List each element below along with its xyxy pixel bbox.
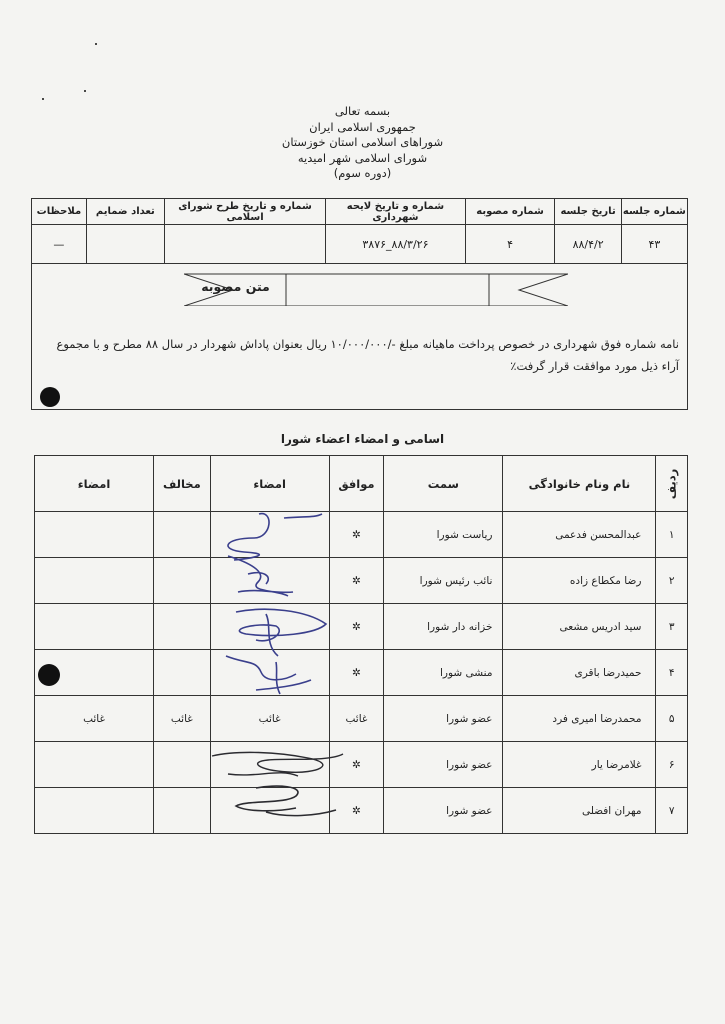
header-agree: موافق [329, 456, 384, 512]
header-position: سمت [384, 456, 503, 512]
header-name: نام ونام خانوادگی [503, 456, 656, 512]
document-heading [0, 104, 725, 182]
members-header-row [35, 456, 688, 512]
header-row-number: ردیف [656, 456, 688, 512]
signature-4 [216, 650, 326, 700]
table-row: ۶ غلامرضا یار عضو شورا ✲ [35, 742, 688, 788]
header-municipal-bill: شماره و تاریخ لایحه شهرداری [326, 199, 465, 225]
resolution-number: ۴ [465, 225, 555, 264]
basmala: بسمه تعالی [334, 104, 391, 118]
members-table [34, 455, 688, 834]
session-date: ۸۸/۴/۲ [555, 225, 621, 264]
members-title: اسامی و امضاء اعضاء شورا [280, 432, 445, 446]
table-row: ۳ سید ادریس مشعی خزانه دار شورا ✲ [35, 604, 688, 650]
table-row: ۵ محمدرضا امیری فرد عضو شورا غائب غائب غائب غائب [35, 696, 688, 742]
table-row: ۲ رضا مکطاع زاده نائب رئیس شورا ✲ [35, 558, 688, 604]
resolution-title: متن مصوبه [201, 279, 270, 294]
header-signature: امضاء [210, 456, 329, 512]
signature-2 [218, 552, 328, 602]
council-plan [164, 225, 325, 264]
table-row: ۱ عبدالمحسن فدعمی ریاست شورا ✲ [35, 512, 688, 558]
header-session-date: تاریخ جلسه [555, 199, 621, 225]
header-oppose: مخالف [154, 456, 211, 512]
header-session-number: شماره جلسه [621, 199, 687, 225]
provincial-council: شوراهای اسلامی استان خوزستان [281, 135, 444, 149]
council-term: (دوره سوم) [333, 166, 392, 180]
resolution-box [31, 263, 688, 410]
speck [95, 43, 97, 45]
signature-6 [208, 748, 348, 782]
header-resolution-number: شماره مصوبه [465, 199, 555, 225]
city-council: شورای اسلامی شهر امیدیه [297, 150, 428, 165]
session-number: ۴۳ [621, 225, 687, 264]
country-name: جمهوری اسلامی ایران [309, 119, 416, 134]
speck [42, 98, 44, 100]
attachments-count [86, 225, 164, 264]
signature-7 [226, 782, 346, 822]
municipal-bill: ۸۸/۳/۲۶_۳۸۷۶ [326, 225, 465, 264]
resolution-text: نامه شماره فوق شهرداری در خصوص پرداخت ماهیانه مبلغ -/۱۰/۰۰۰/۰۰۰ ریال بعنوان پاداش شهردار در سال ۸۸ مطرح و با مجموع آراء ذیل مورد موافقت قرار گرفت٪ [56, 337, 679, 373]
speck [84, 90, 86, 92]
header-remarks: ملاحظات [32, 199, 87, 225]
header-attachments: تعداد ضمایم [86, 199, 164, 225]
remarks: — [32, 225, 87, 264]
header-council-plan: شماره و تاریخ طرح شورای اسلامی [164, 199, 325, 225]
session-info-table [31, 198, 688, 264]
header-signature-2: امضاء [35, 456, 154, 512]
table-row: ۷ مهران افضلی عضو شورا ✲ [35, 788, 688, 834]
table-row: ۴ حمیدرضا باقری منشی شورا ✲ [35, 650, 688, 696]
